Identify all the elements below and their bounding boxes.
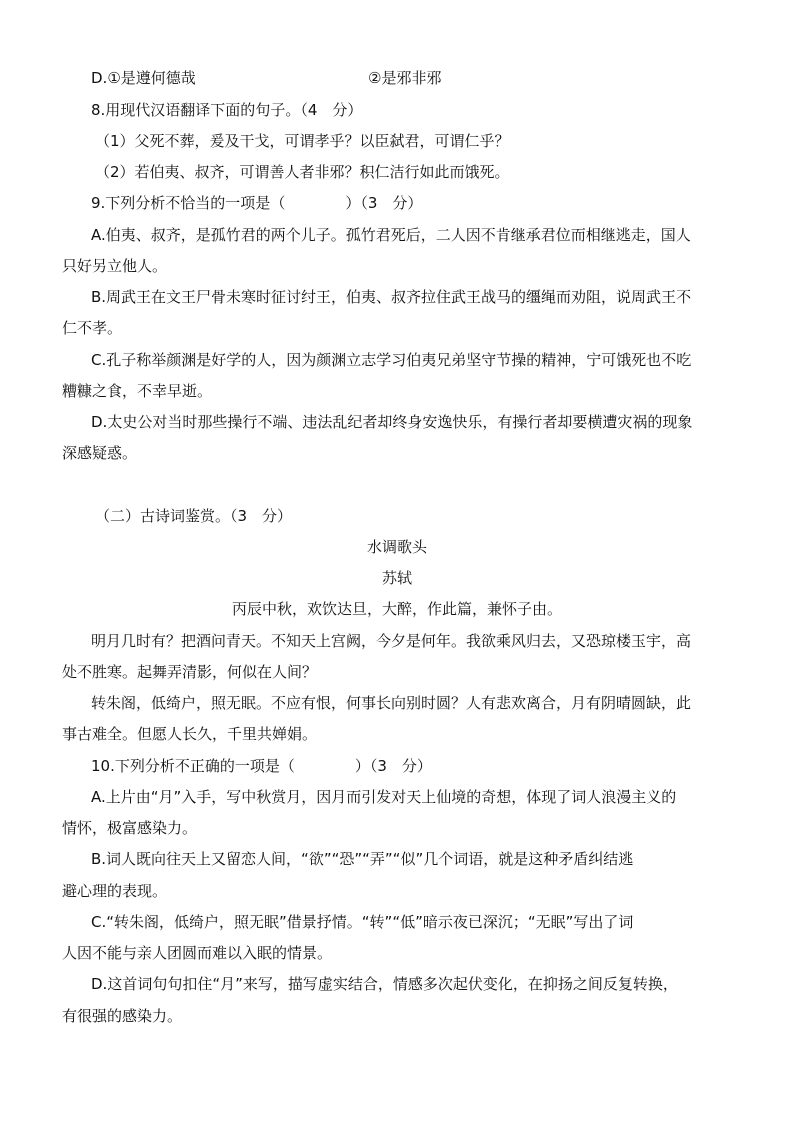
q10-option-d-line2: 有很强的感染力。 — [62, 1007, 183, 1025]
q9-stem: 9.下列分析不恰当的一项是（ ）（3 分） — [91, 194, 423, 212]
q9-option-b-line1: B.周武王在文王尸骨未寒时征讨纣王，伯夷、叔齐拉住武王战马的缰绳而劝阻，说周武王不 — [91, 288, 692, 306]
q10-option-c-line2: 人因不能与亲人团圆而难以入眠的情景。 — [62, 944, 333, 962]
q10-option-b-line1: B.词人既向往天上又留恋人间，“欲”“恐”“弄”“似”几个词语，就是这种矛盾纠结逃 — [91, 850, 634, 868]
poem-title: 水调歌头 — [366, 538, 427, 556]
q10-stem: 10.下列分析不正确的一项是（ ）（3 分） — [91, 757, 432, 775]
q9-option-c-line1: C.孔子称举颜渊是好学的人，因为颜渊立志学习伯夷兄弟坚守节操的精神，宁可饿死也不吃 — [91, 351, 692, 369]
q9-option-d-line1: D.太史公对当时那些操行不端、违法乱纪者却终身安逸快乐，有操行者却要横遭灾祸的现象 — [91, 413, 693, 431]
q10-option-a-line2: 情怀，极富感染力。 — [62, 819, 198, 837]
q7-option-d — [91, 68, 794, 88]
q8-sentence-2: （2）若伯夷、叔齐，可谓善人者非邪？积仁洁行如此而饿死。 — [95, 163, 510, 181]
q9-option-c-line2: 糟糠之食，不幸早逝。 — [62, 382, 213, 400]
q9-option-a-line2: 只好另立他人。 — [62, 257, 168, 275]
q10-option-a-line1: A.上片由“月”入手，写中秋赏月，因月而引发对天上仙境的奇想，体现了词人浪漫主义的 — [91, 788, 677, 806]
poem-stanza2-line1: 转朱阁，低绮户，照无眠。不应有恨，何事长向别时圆？人有悲欢离合，月有阴晴圆缺，此 — [91, 694, 692, 712]
poem-preface: 丙辰中秋，欢饮达旦，大醉，作此篇，兼怀子由。 — [231, 600, 562, 618]
q9-option-a-line1: A.伯夷、叔齐，是孤竹君的两个儿子。孤竹君死后，二人因不肯继承君位而相继逃走，国人 — [91, 226, 691, 244]
poem-author: 苏轼 — [381, 569, 412, 587]
q8-sentence-1: （1）父死不葬，爰及干戈，可谓孝乎？以臣弑君，可谓仁乎？ — [95, 132, 510, 150]
q9-option-d-line2: 深感疑惑。 — [62, 444, 138, 462]
q9-option-b-line2: 仁不孝。 — [62, 319, 123, 337]
q8-stem: 8.用现代汉语翻译下面的句子。（4 分） — [91, 101, 363, 119]
section2-heading: （二）古诗词鉴赏。（3 分） — [95, 507, 293, 525]
q7-option-d-part1: D.①是遵何德哉 — [91, 69, 196, 87]
q7-option-d-part2: ②是邪非邪 — [368, 69, 442, 87]
poem-stanza2-line2: 事古难全。但愿人长久，千里共婵娟。 — [62, 725, 318, 743]
poem-stanza1-line2: 处不胜寒。起舞弄清影，何似在人间？ — [62, 663, 318, 681]
q10-option-c-line1: C.“转朱阁，低绮户，照无眠”借景抒情。“转”“低”暗示夜已深沉；“无眠”写出了词 — [91, 913, 634, 931]
q10-option-b-line2: 避心理的表现。 — [62, 882, 168, 900]
q10-option-d-line1: D.这首词句句扣住“月”来写，描写虚实结合，情感多次起伏变化，在抑扬之间反复转换， — [91, 975, 678, 993]
poem-stanza1-line1: 明月几时有？把酒问青天。不知天上宫阙，今夕是何年。我欲乘风归去，又恐琼楼玉宇，高 — [91, 632, 692, 650]
